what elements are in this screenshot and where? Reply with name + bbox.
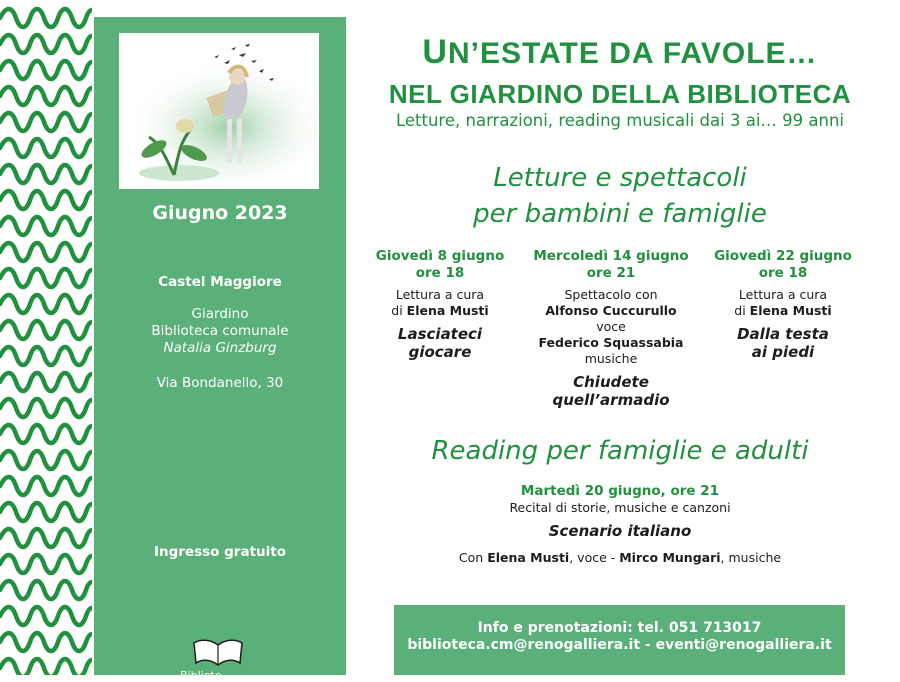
wave-stroke <box>0 347 92 365</box>
event-address: Via Bondanello, 30 <box>156 375 284 391</box>
library-logo-text: Bibliote <box>180 669 222 682</box>
event-title-line-1: Lasciateci <box>397 325 483 343</box>
event-title-line-2: giocare <box>408 343 472 361</box>
event-title-line-2: quell’armadio <box>552 391 670 409</box>
event-card-1 <box>362 248 518 361</box>
cast-prefix: Con <box>458 550 488 565</box>
event-performer: Elena Musti <box>406 303 489 318</box>
event-performer-2: Federico Squassabia <box>538 335 684 350</box>
wave-stroke <box>0 321 92 339</box>
event-credit-name-line <box>705 303 861 319</box>
venue-line-2: Biblioteca comunale <box>151 323 289 339</box>
wave-stroke <box>0 529 92 547</box>
event-day: Giovedì 8 giugno <box>375 248 505 264</box>
event-performer: Elena Musti <box>749 303 832 318</box>
wave-stroke <box>0 139 92 157</box>
info-box <box>394 605 845 675</box>
event-venue <box>94 306 346 357</box>
info-phone: Info e prenotazioni: tel. 051 713017 <box>477 620 762 636</box>
wave-stroke <box>0 659 92 675</box>
event-day: Mercoledì 14 giugno <box>533 248 689 264</box>
illustration-image <box>119 33 319 189</box>
title-initial: U <box>422 33 448 71</box>
wave-stroke <box>0 113 92 131</box>
wave-stroke <box>0 295 92 313</box>
event-time: ore 18 <box>758 265 808 281</box>
wave-stroke <box>0 61 92 79</box>
section-heading-line-2: per bambini e famiglie <box>473 199 767 229</box>
entry-note: Ingresso gratuito <box>153 544 286 560</box>
cast-performer-1: Elena Musti <box>487 550 570 565</box>
subtitle: Letture, narrazioni, reading musicali dai 3 ai… 99 anni <box>395 111 844 130</box>
wave-stroke <box>0 607 92 625</box>
section-heading-line-1: Letture e spettacoli <box>493 163 747 193</box>
event-card-2 <box>533 248 689 409</box>
wave-stroke <box>0 217 92 235</box>
cast-performer-2: Mirco Mungari <box>619 550 721 565</box>
wave-pattern <box>0 0 92 675</box>
event-title-line-2: ai piedi <box>751 343 815 361</box>
open-book-icon <box>192 637 244 667</box>
wave-stroke <box>0 503 92 521</box>
reading-description: Recital di storie, musiche e canzoni <box>509 500 731 515</box>
venue-line-3: Natalia Ginzburg <box>163 340 277 356</box>
event-credit: Lettura a cura <box>738 287 828 302</box>
event-credit: Lettura a cura <box>395 287 485 302</box>
event-credit: Spettacolo con <box>564 287 658 302</box>
cast-separator: , voce - <box>569 550 620 565</box>
section-heading-adults: Reading per famiglie e adulti <box>431 436 809 466</box>
wave-stroke <box>0 87 92 105</box>
wave-stroke <box>0 451 92 469</box>
title-line-2: NEL GIARDINO DELLA BIBLIOTECA <box>388 79 852 109</box>
title-rest: N’ESTATE DA FAVOLE… <box>447 37 818 70</box>
wave-stroke <box>0 9 92 27</box>
girl-with-book-illustration <box>119 33 319 189</box>
event-credit-prefix: di <box>391 303 407 318</box>
wave-stroke <box>0 633 92 651</box>
event-town: Castel Maggiore <box>158 274 282 290</box>
event-card-3 <box>705 248 861 361</box>
wave-stroke <box>0 555 92 573</box>
event-day: Giovedì 22 giugno <box>714 248 852 264</box>
wave-stroke <box>0 477 92 495</box>
event-time: ore 21 <box>586 265 636 281</box>
cast-suffix: , musiche <box>720 550 782 565</box>
wave-stroke <box>0 269 92 287</box>
event-title-line-1: Chiudete <box>573 373 649 391</box>
reading-title: Scenario italiano <box>548 522 692 540</box>
wave-stroke <box>0 373 92 391</box>
wave-stroke <box>0 35 92 53</box>
venue-line-1: Giardino <box>191 306 249 322</box>
event-role-2: musiche <box>584 351 638 366</box>
wave-stroke <box>0 581 92 599</box>
wave-stroke <box>0 399 92 417</box>
event-role-1: voce <box>596 319 626 334</box>
info-emails: biblioteca.cm@renogalliera.it - eventi@renogalliera.it <box>407 637 832 653</box>
title-line-1 <box>355 33 885 72</box>
sidebar-panel <box>94 17 346 682</box>
wave-stroke <box>0 165 92 183</box>
wave-stroke <box>0 191 92 209</box>
event-time: ore 18 <box>415 265 465 281</box>
reading-date: Martedì 20 giugno, ore 21 <box>520 483 720 499</box>
section-heading-children <box>360 160 880 232</box>
event-performer-1: Alfonso Cuccurullo <box>545 303 677 318</box>
event-credit-prefix: di <box>734 303 750 318</box>
wave-stroke <box>0 243 92 261</box>
reading-cast <box>360 550 880 565</box>
wave-stroke <box>0 425 92 443</box>
event-month: Giugno 2023 <box>152 202 288 224</box>
event-credit-name-line <box>362 303 518 319</box>
event-title-line-1: Dalla testa <box>737 325 829 343</box>
